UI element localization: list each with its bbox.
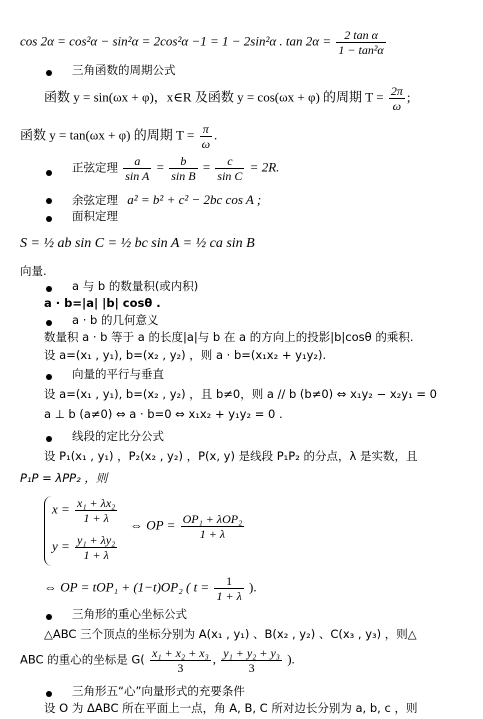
dot-product-formula: a · b=|a| |b| cosθ . xyxy=(44,296,161,310)
section-y-den: 1 + λ xyxy=(83,548,109,562)
section-t-fraction xyxy=(214,574,243,603)
bullet-icon xyxy=(46,198,52,204)
section-op-fraction xyxy=(181,512,245,541)
centroid-text-2: ABC 的重心的坐标是 G( $\frac{\text{x₁ + x₂ + x₃}}{3}$ , $\frac{\text{y₁ + y₂ + y₃}}{3}$ ). xyxy=(20,646,295,675)
parallel-heading: 向量的平行与垂直 xyxy=(72,367,164,381)
bullet-icon xyxy=(46,436,52,442)
bullet-icon xyxy=(46,691,52,697)
sine-frac-c xyxy=(215,154,244,183)
area-label: 面积定理 xyxy=(72,209,118,223)
sine-rule: 正弦定理 $\frac{a}{\text{sin A}}$ = $\frac{b}{\text{sin B}}$ = $\frac{c}{\text{sin C}}$ = 2R. xyxy=(72,154,280,183)
section-x-formula xyxy=(52,496,119,525)
sine-rule-tail: = 2R. xyxy=(249,159,280,175)
five-centers-heading: 三角形五“心”向量形式的充要条件 xyxy=(72,684,245,698)
section-op-lhs: ⇔ OP = xyxy=(130,517,176,533)
sine-rule-label: 正弦定理 xyxy=(72,160,118,175)
geo-meaning-text-2: 设 a=(x₁ , y₁), b=(x₂ , y₂) ，则 a · b=(x₁x₂ + y₁y₂). xyxy=(44,348,327,362)
section-x-num: x₁ + λx₂ xyxy=(77,496,116,510)
centroid-y-den: 3 xyxy=(248,661,255,675)
centroid-y-fraction xyxy=(221,646,282,675)
sine-a: a xyxy=(123,154,151,169)
centroid-text-1: △ABC 三个顶点的坐标分别为 A(x₁ , y₁) 、B(x₂ , y₂) 、C(x₃ , y₃) ，则△ xyxy=(44,627,417,641)
area-formula: S = ½ ab sin C = ½ bc sin A = ½ ca sin B xyxy=(20,236,255,251)
sine-frac-a xyxy=(123,154,151,183)
section-op-num: OP₁ + λOP₂ xyxy=(182,512,243,526)
sine-sinC: sin C xyxy=(217,169,243,183)
period-fraction-1 xyxy=(389,84,405,113)
tan2a-denominator: 1 − tan²α xyxy=(338,43,384,57)
section-op-den: 1 + λ xyxy=(199,527,226,541)
centroid-x-den: 3 xyxy=(177,661,184,675)
bullet-icon xyxy=(46,614,52,620)
section-text-2: P₁P = λPP₂ ，则 xyxy=(20,471,108,485)
period-fraction-1-num: 2π xyxy=(390,84,403,98)
tan2a-numerator: 2 tan α xyxy=(336,28,385,43)
section-x-lhs: x = xyxy=(52,501,70,517)
section-y-lhs: y = xyxy=(52,538,70,554)
sine-sinB: sin B xyxy=(171,169,196,183)
tan2a-fraction xyxy=(336,28,385,57)
cosine-rule xyxy=(72,192,261,208)
section-t-formula xyxy=(44,574,257,603)
period-line-1: 函数 y = sin(ωx + φ)，x∈R 及函数 y = cos(ωx + φ) 的周期 T = $\frac{2\pi}{\omega}$ ; xyxy=(44,84,411,113)
period-heading: 三角函数的周期公式 xyxy=(72,63,176,77)
geo-meaning-heading: a · b 的几何意义 xyxy=(72,313,159,327)
parallel-text: 设 a=(x₁ , y₁), b=(x₂ , y₂) ，且 b≠0，则 a // b (b≠0) ⇔ x₁y₂ − x₂y₁ = 0 xyxy=(44,387,437,401)
centroid-heading: 三角形的重心坐标公式 xyxy=(72,607,187,621)
sine-b: b xyxy=(169,154,197,169)
geo-meaning-text-1: 数量积 a · b 等于 a 的长度|a|与 b 在 a 的方向上的投影|b|cosθ 的乘积. xyxy=(44,330,414,344)
perpendicular-text: a ⊥ b (a≠0) ⇔ a · b=0 ⇔ x₁x₂ + y₁y₂ = 0 . xyxy=(44,407,283,421)
bullet-icon xyxy=(46,286,52,292)
period-fraction-2-den: ω xyxy=(201,137,211,151)
cosine-rule-label: 余弦定理 xyxy=(72,193,118,207)
cosine-rule-formula: a² = b² + c² − 2bc cos A ; xyxy=(127,192,262,207)
section-y-fraction xyxy=(75,533,117,562)
period-fraction-2-num: π xyxy=(200,122,212,137)
bullet-icon xyxy=(46,216,52,222)
section-op-formula xyxy=(130,512,246,541)
double-angle-text: cos 2α = cos²α − sin²α = 2cos²α −1 = 1 − 2sin²α . tan 2α = xyxy=(20,33,332,49)
period-line-1-text: 函数 y = sin(ωx + φ)，x∈R 及函数 y = cos(ωx + φ) 的周期 T = xyxy=(44,89,384,105)
centroid-lead: ABC 的重心的坐标是 G( xyxy=(20,652,145,667)
bullet-icon xyxy=(46,374,52,380)
bullet-icon xyxy=(46,170,52,176)
section-t-text: ⇔ OP = tOP₁ + (1−t)OP₂ ( t = xyxy=(44,579,210,595)
section-x-den: 1 + λ xyxy=(83,511,109,525)
period-fraction-2 xyxy=(200,122,212,151)
centroid-x-fraction xyxy=(150,646,211,675)
sine-frac-b xyxy=(169,154,197,183)
dot-product-heading: a 与 b 的数量积(或内积) xyxy=(72,279,199,293)
section-t-num: 1 xyxy=(214,574,243,589)
centroid-x-num: x₁ + x₂ + x₃ xyxy=(152,646,209,660)
bullet-icon xyxy=(46,320,52,326)
sine-sinA: sin A xyxy=(125,169,150,183)
bullet-icon xyxy=(46,70,52,76)
period-fraction-1-den: ω xyxy=(392,99,402,113)
centroid-tail: ). xyxy=(287,651,295,667)
period-line-2: 函数 y = tan(ωx + φ) 的周期 T = $\frac{\pi}{\omega}$ . xyxy=(20,122,218,151)
section-heading: 线段的定比分公式 xyxy=(72,429,164,443)
double-angle-formula xyxy=(20,28,388,57)
vector-heading: 向量. xyxy=(20,264,47,278)
section-x-fraction xyxy=(75,496,117,525)
five-centers-text: 设 O 为 ΔABC 所在平面上一点，角 A, B, C 所对边长分别为 a, b, c ，则 xyxy=(44,701,418,715)
section-t-den: 1 + λ xyxy=(216,589,242,603)
section-text-1: 设 P₁(x₁ , y₁) ，P₂(x₂ , y₂) ，P(x, y) 是线段 P₁P₂ 的分点，λ 是实数，且 xyxy=(44,449,418,463)
centroid-y-num: y₁ + y₂ + y₃ xyxy=(223,646,280,660)
section-y-num: y₁ + λy₂ xyxy=(77,533,116,547)
section-t-tail: ). xyxy=(249,579,257,595)
period-line-2-text: 函数 y = tan(ωx + φ) 的周期 T = xyxy=(20,127,195,143)
section-y-formula xyxy=(52,533,119,562)
sine-c: c xyxy=(215,154,244,169)
